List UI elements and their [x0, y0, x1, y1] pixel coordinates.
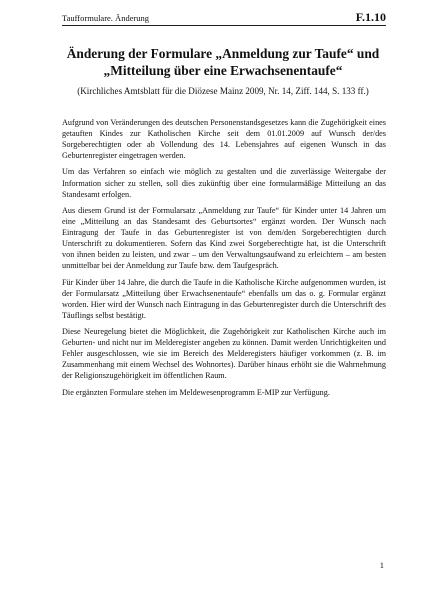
paragraph: Diese Neuregelung bietet die Möglichkeit, die Zugehörigkeit zur Katholischen Kirche auch im Geburten- und nicht nur im Melderegister angeben zu können. Damit werden Unrichtigkeiten und Fehler ausgeschlossen, wie sie im Bereich des Melderegisters häufiger vorkommen (z. B. im Zusammenhang mit einem Wechsel des Wohnortes). Darüber hinaus erhöht sie die Wahrnehmung der Religionszugehörigkeit im öffentlichen Raum.: [62, 326, 386, 381]
running-header: [62, 10, 386, 25]
paragraph: Für Kinder über 14 Jahre, die durch die Taufe in die Katholische Kirche aufgenommen wurden, ist der Formularsatz „Mitteilung über Erwachsenentaufe“ ebenfalls um das o. g. Formular ergänzt worden. Hier wird der Wunsch nach Eintragung in das Geburtenregister durch die Unterschrift des Täuflings selbst bestätigt.: [62, 277, 386, 320]
paragraph: Die ergänzten Formulare stehen im Meldewesenprogramm E-MIP zur Verfügung.: [62, 387, 330, 397]
paragraph: Aufgrund von Veränderungen des deutschen Personenstandsgesetzes kann die Zugehörigkeit eines getauften Kindes zur Katholischen Kirche seit dem 01.01.2009 auf Wunsch der/des Sorgeberechtigten oder ab Vollendung des 14. Lebensjahres auf eigenen Wunsch in das Geburtenregister eingetragen werden.: [62, 118, 386, 161]
header-code: F.1.10: [355, 10, 386, 24]
title-line-2: „Mitteilung über eine Erwachsenentaufe“: [103, 63, 343, 78]
page-number: 1: [379, 560, 384, 570]
header-rule: [62, 25, 386, 26]
document-title: [50, 45, 396, 79]
title-line-1: Änderung der Formulare „Anmeldung zur Taufe“ und: [66, 46, 380, 61]
header-section: Taufformulare. Änderung: [62, 13, 150, 23]
paragraph: Um das Verfahren so einfach wie möglich zu gestalten und die zuverlässige Weitergabe der Information sicher zu stellen, soll dies zukünftig über eine formularmäßige Mitteilung an das Standesamt erfolgen.: [62, 167, 386, 199]
paragraph: Aus diesem Grund ist der Formularsatz „Anmeldung zur Taufe“ für Kinder unter 14 Jahren um eine „Mitteilung an das Standesamt des Geburtsortes“ ergänzt worden. Der Wunsch nach Eintragung der Taufe in das Geburtenregister ist von dem/den Sorgeberechtigten durch Unterschrift zu dokumentieren. Sofern das Kind zwei Sorgeberechtigte hat, ist die Unterschrift von ihnen beiden zu leisten, und zwar – um den Verwaltungsaufwand zu erleichtern – am besten unmittelbar bei der Anmeldung zur Taufe bzw. dem Taufgespräch.: [62, 205, 386, 271]
body-text: [62, 117, 386, 403]
document-subtitle: (Kirchliches Amtsblatt für die Diözese Mainz 2009, Nr. 14, Ziff. 144, S. 133 ff.): [77, 86, 369, 96]
